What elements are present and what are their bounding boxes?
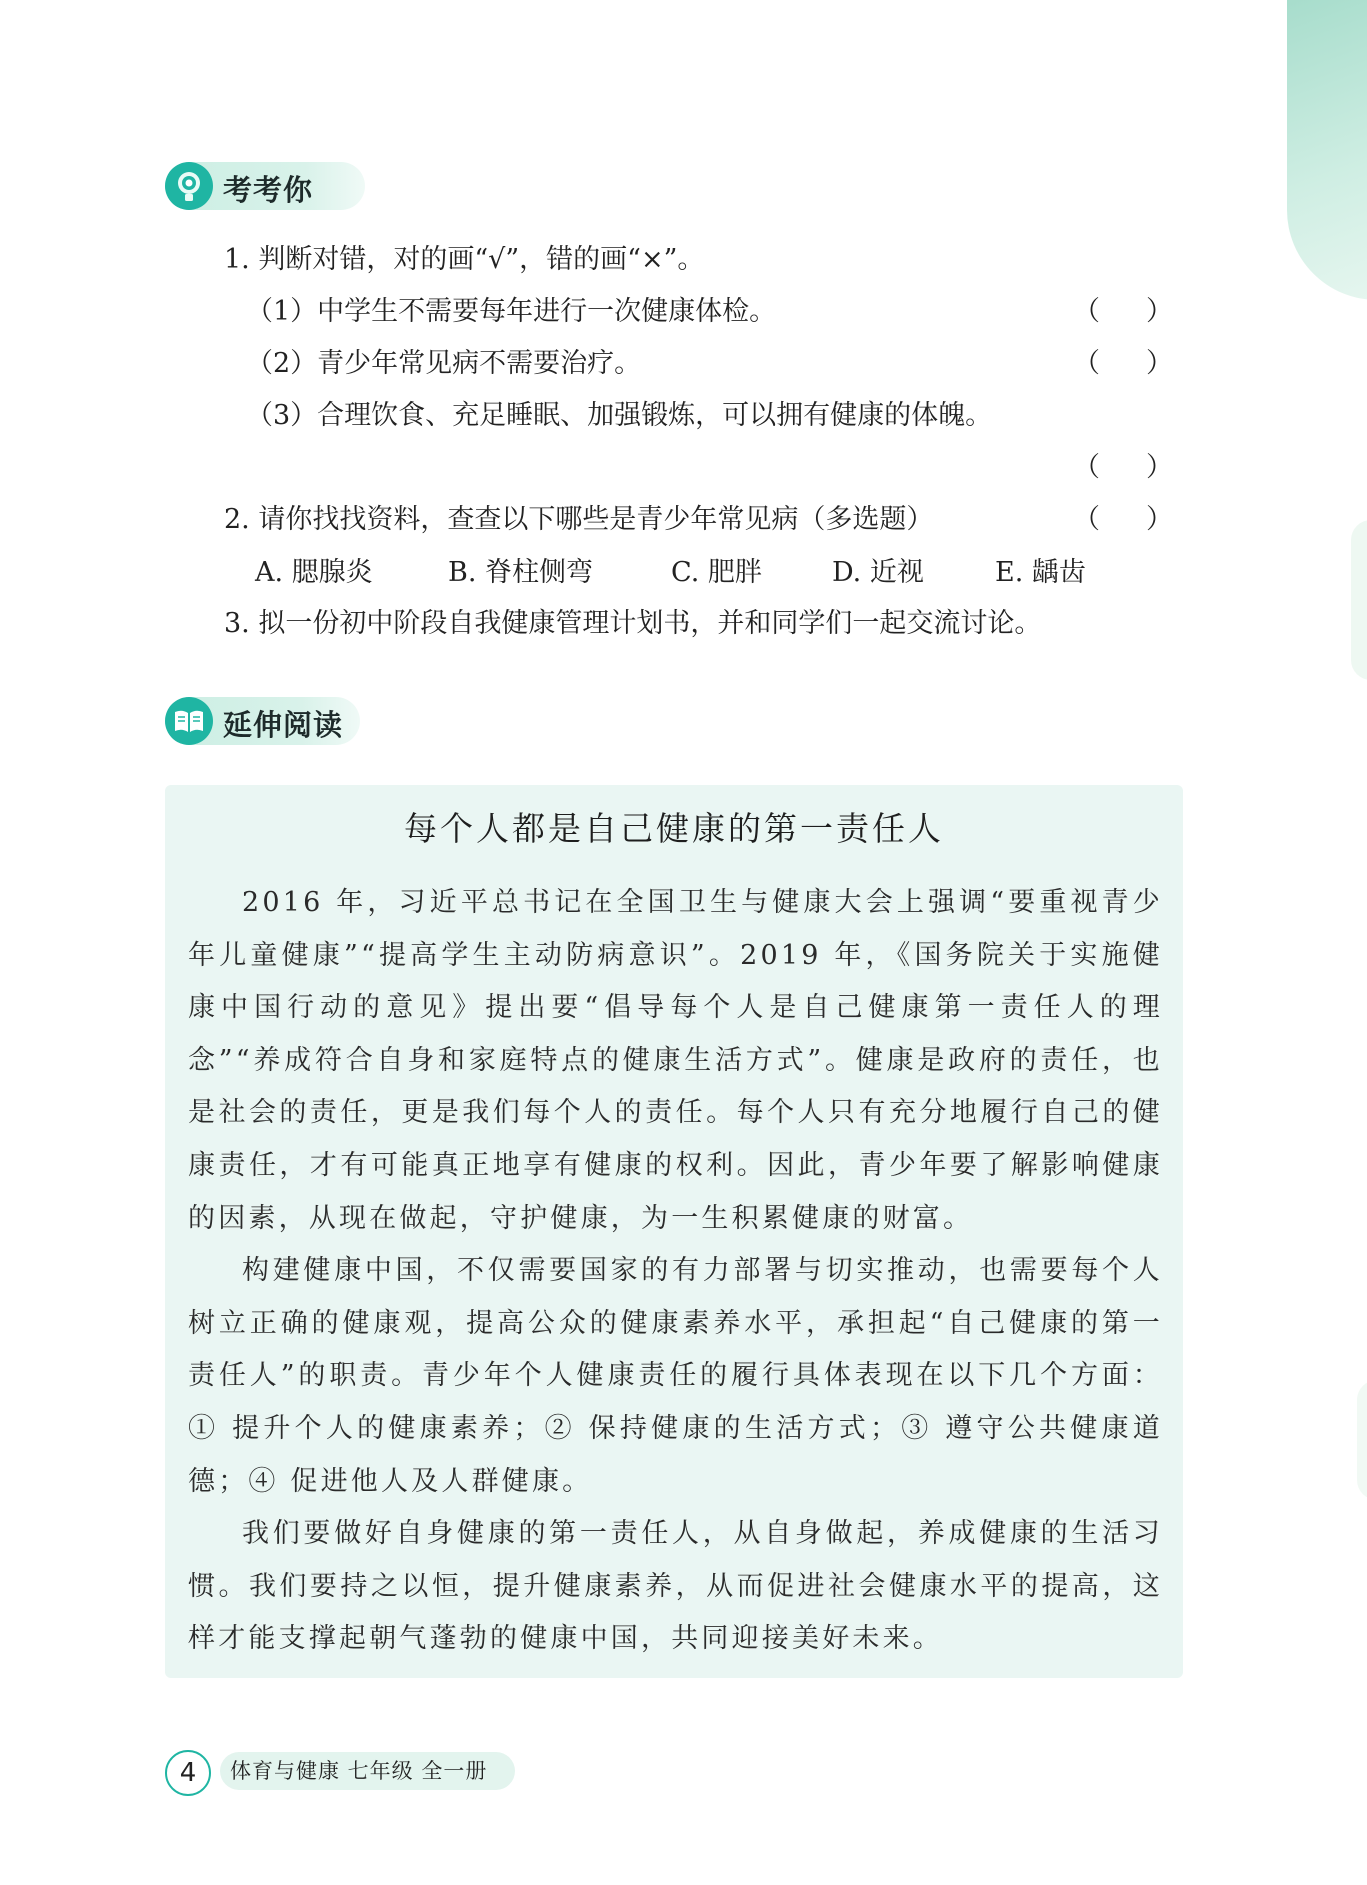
option-c: C. 肥胖: [671, 557, 762, 588]
article-body: [188, 877, 1163, 1666]
reading-box: [165, 785, 1183, 1678]
question-1-item-2: （2）青少年常见病不需要治疗。: [246, 348, 642, 379]
answer-blank-3[interactable]: （ ）: [1073, 452, 1173, 483]
corner-decoration: [1287, 0, 1367, 300]
option-a: A. 腮腺炎: [255, 557, 373, 588]
question-3-stem: 3. 拟一份初中阶段自我健康管理计划书，并和同学们一起交流讨论。: [224, 608, 1042, 639]
answer-blank-4[interactable]: （ ）: [1073, 504, 1173, 535]
question-1-item-1: （1）中学生不需要每年进行一次健康体检。: [246, 296, 777, 327]
book-title: 体育与健康 七年级 全一册: [220, 1752, 515, 1790]
question-2-stem: 2. 请你找找资料，查查以下哪些是青少年常见病（多选题）: [224, 504, 934, 535]
option-e: E. 龋齿: [995, 557, 1086, 588]
question-1-item-3: （3）合理饮食、充足睡眠、加强锻炼，可以拥有健康的体魄。: [246, 400, 993, 431]
page-number: 4: [165, 1750, 211, 1796]
book-icon: [165, 697, 213, 745]
reading-section-title: 延伸阅读: [223, 708, 344, 742]
quiz-section-header: [165, 162, 365, 210]
answer-blank-2[interactable]: （ ）: [1073, 348, 1173, 379]
reading-section-header: [165, 697, 360, 745]
answer-blank-1[interactable]: （ ）: [1073, 296, 1173, 327]
article-paragraph-1: 2016 年，习近平总书记在全国卫生与健康大会上强调“要重视青少年儿童健康”“提高学生主动防病意识”。2019 年，《国务院关于实施健康中国行动的意见》提出要“倡导每个人是自己健康第一责任人的理念”“养成符合自身和家庭特点的健康生活方式”。健康是政府的责任，也是社会的责任，更是我们每个人的责任。每个人只有充分地履行自己的健康责任，才有可能真正地享有健康的权利。因此，青少年要了解影响健康的因素，从现在做起，守护健康，为一生积累健康的财富。: [188, 887, 1163, 1234]
article-title: 每个人都是自己健康的第一责任人: [404, 809, 944, 848]
quiz-section-title: 考考你: [223, 173, 314, 207]
question-1-stem: 1. 判断对错，对的画“√”，错的画“×”。: [224, 244, 705, 275]
edge-decoration: [1351, 520, 1367, 680]
option-b: B. 脊柱侧弯: [448, 557, 594, 588]
article-paragraph-2: 构建健康中国，不仅需要国家的有力部署与切实推动，也需要每个人树立正确的健康观，提高公众的健康素养水平，承担起“自己健康的第一责任人”的职责。青少年个人健康责任的履行具体表现在以下几个方面：① 提升个人的健康素养；② 保持健康的生活方式；③ 遵守公共健康道德；④ 促进他人及人群健康。: [188, 1255, 1163, 1497]
option-d: D. 近视: [832, 557, 924, 588]
article-paragraph-3: 我们要做好自身健康的第一责任人，从自身做起，养成健康的生活习惯。我们要持之以恒，提升健康素养，从而促进社会健康水平的提高，这样才能支撑起朝气蓬勃的健康中国，共同迎接美好未来。: [188, 1518, 1163, 1655]
edge-decoration-lower: [1357, 1380, 1367, 1500]
lightbulb-icon: [165, 162, 213, 210]
